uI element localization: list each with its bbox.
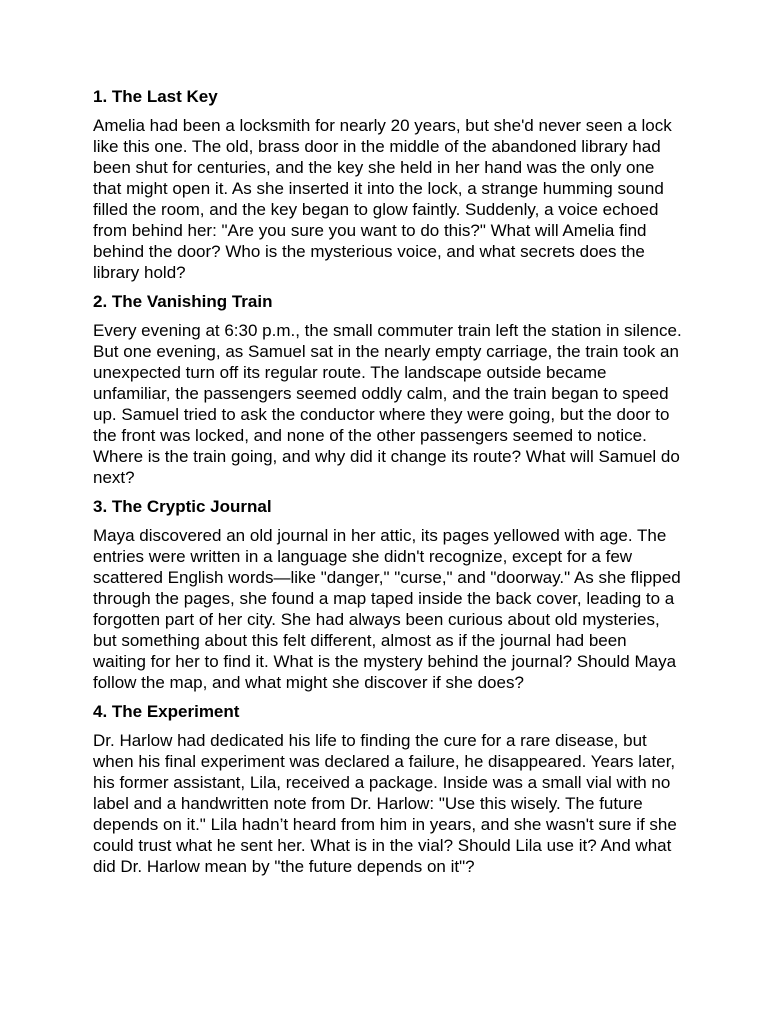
story-body: Maya discovered an old journal in her attic, its pages yellowed with age. The entries were written in a language she didn't recognize, except for a few scattered English words—like "danger," "curse," and "doorway." As she flipped through the pages, she found a map taped inside the back cover, leading to a forgotten part of her city. She had always been curious about old mysteries, but something about this felt different, almost as if the journal had been waiting for her to find it. What is the mystery behind the journal? Should Maya follow the map, and what might she discover if she does?	[93, 526, 681, 692]
document-page	[93, 86, 683, 885]
story-title: 1. The Last Key	[93, 87, 218, 106]
story-body: Dr. Harlow had dedicated his life to finding the cure for a rare disease, but when his final experiment was declared a failure, he disappeared. Years later, his former assistant, Lila, received a package. Inside was a small vial with no label and a handwritten note from Dr. Harlow: "Use this wisely. The future depends on it." Lila hadn’t heard from him in years, and she wasn't sure if she could trust what he sent her. What is in the vial? Should Lila use it? And what did Dr. Harlow mean by "the future depends on it"?	[93, 731, 677, 876]
story-the-last-key	[93, 86, 683, 283]
story-the-vanishing-train	[93, 291, 683, 488]
story-the-experiment	[93, 701, 683, 877]
story-the-cryptic-journal	[93, 496, 683, 693]
story-title: 2. The Vanishing Train	[93, 292, 273, 311]
story-body: Every evening at 6:30 p.m., the small commuter train left the station in silence. But one evening, as Samuel sat in the nearly empty carriage, the train took an unexpected turn off its regular route. The landscape outside became unfamiliar, the passengers seemed oddly calm, and the train began to speed up. Samuel tried to ask the conductor where they were going, but the door to the front was locked, and none of the other passengers seemed to notice. Where is the train going, and why did it change its route? What will Samuel do next?	[93, 321, 682, 487]
story-title: 3. The Cryptic Journal	[93, 497, 272, 516]
story-title: 4. The Experiment	[93, 702, 240, 721]
story-body: Amelia had been a locksmith for nearly 20 years, but she'd never seen a lock like this one. The old, brass door in the middle of the abandoned library had been shut for centuries, and the key she held in her hand was the only one that might open it. As she inserted it into the lock, a strange humming sound filled the room, and the key began to glow faintly. Suddenly, a voice echoed from behind her: "Are you sure you want to do this?" What will Amelia find behind the door? Who is the mysterious voice, and what secrets does the library hold?	[93, 116, 672, 282]
